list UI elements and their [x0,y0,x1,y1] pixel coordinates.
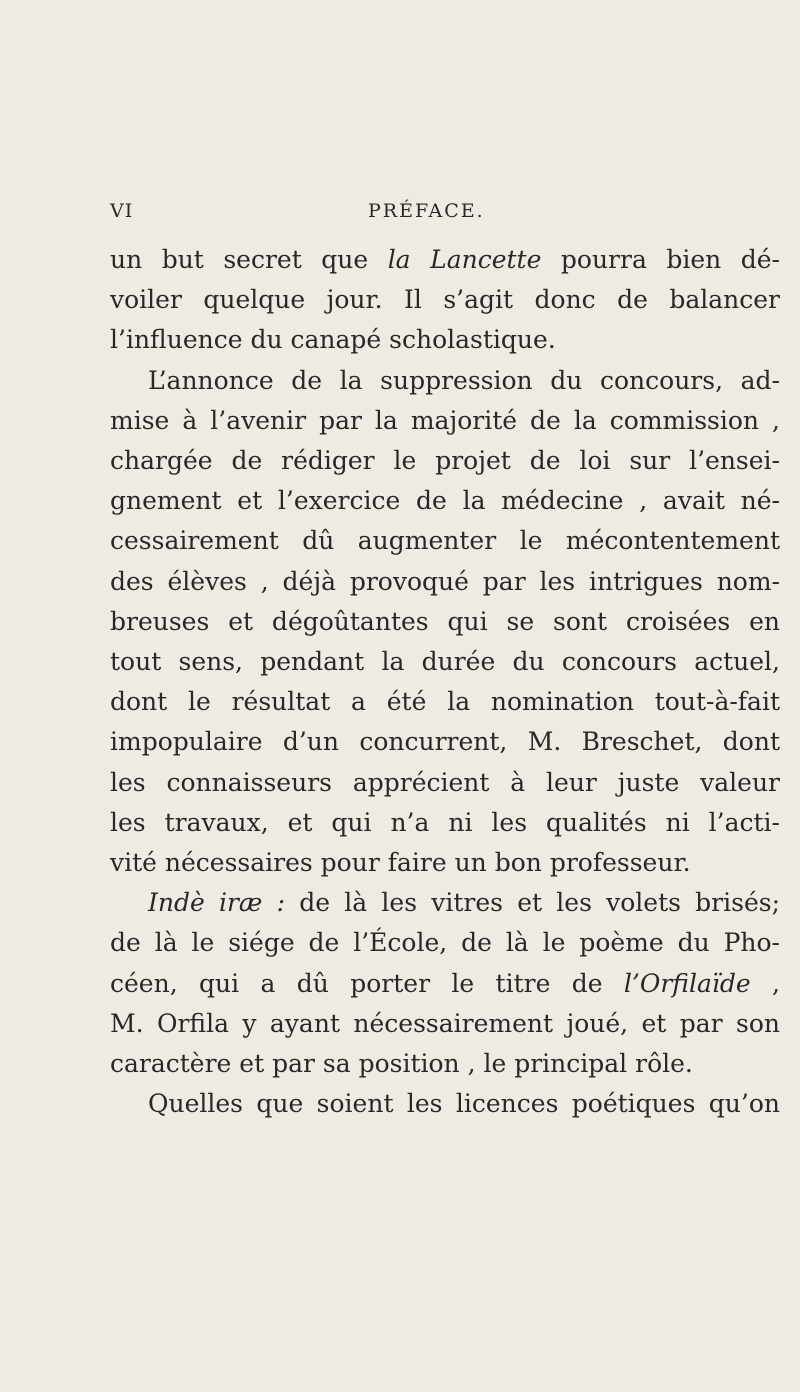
text-line: impopulaire d’un concurrent, M. Breschet, dont [110,727,780,757]
text-span: , [750,968,780,998]
text-line: L’annonce de la suppression du concours, ad- [148,365,780,395]
text-line [110,964,780,1004]
text-span: céen, qui a dû porter le titre de [110,968,624,998]
text-line: tout sens, pendant la durée du concours actuel, [110,647,780,676]
text-line: l’influence du canapé scholastique. [110,325,556,355]
running-head: PRÉFACE. [368,200,485,222]
italic-text: la Lancette [387,245,542,274]
text-line: M. Orfila y ayant nécessairement joué, et par son [110,1008,780,1038]
text-line: voiler quelque jour. Il s’agit donc de balancer [110,285,780,315]
text-span: un but secret que [110,245,388,274]
text-line: cessairement dû augmenter le mécontentement [110,526,780,556]
text-line: de là le siége de l’École, de là le poème du Pho- [110,928,780,958]
text-span: pourra bien dé- [541,245,780,274]
italic-text: l’Orfilaïde [623,968,751,998]
text-line: mise à l’avenir par la majorité de la commission , [110,405,780,435]
page-header [110,200,710,226]
text-line: chargée de rédiger le projet de loi sur l’ensei- [110,446,780,475]
text-line: les travaux, et qui n’a ni les qualités ni l’acti- [110,807,780,837]
italic-text: Indè iræ : [148,888,286,918]
text-line: des élèves , déjà provoqué par les intrigues nom- [110,566,780,596]
text-line: Quelles que soient les licences poétiques qu’on [148,1089,780,1119]
text-line: gnement et l’exercice de la médecine , avait né- [110,486,780,516]
text-line [110,883,780,923]
text-line: vité nécessaires pour faire un bon professeur. [110,848,691,877]
text-line [110,240,780,280]
text-line: breuses et dégoûtantes qui se sont croisées en [110,606,780,636]
text-span: de là les vitres et les volets brisés; [285,888,780,918]
text-line: dont le résultat a été la nomination tout-à-fait [110,687,780,717]
text-line: les connaisseurs apprécient à leur juste valeur [110,767,780,797]
text-line: caractère et par sa position , le principal rôle. [110,1049,693,1078]
page-number: VI [110,200,134,222]
